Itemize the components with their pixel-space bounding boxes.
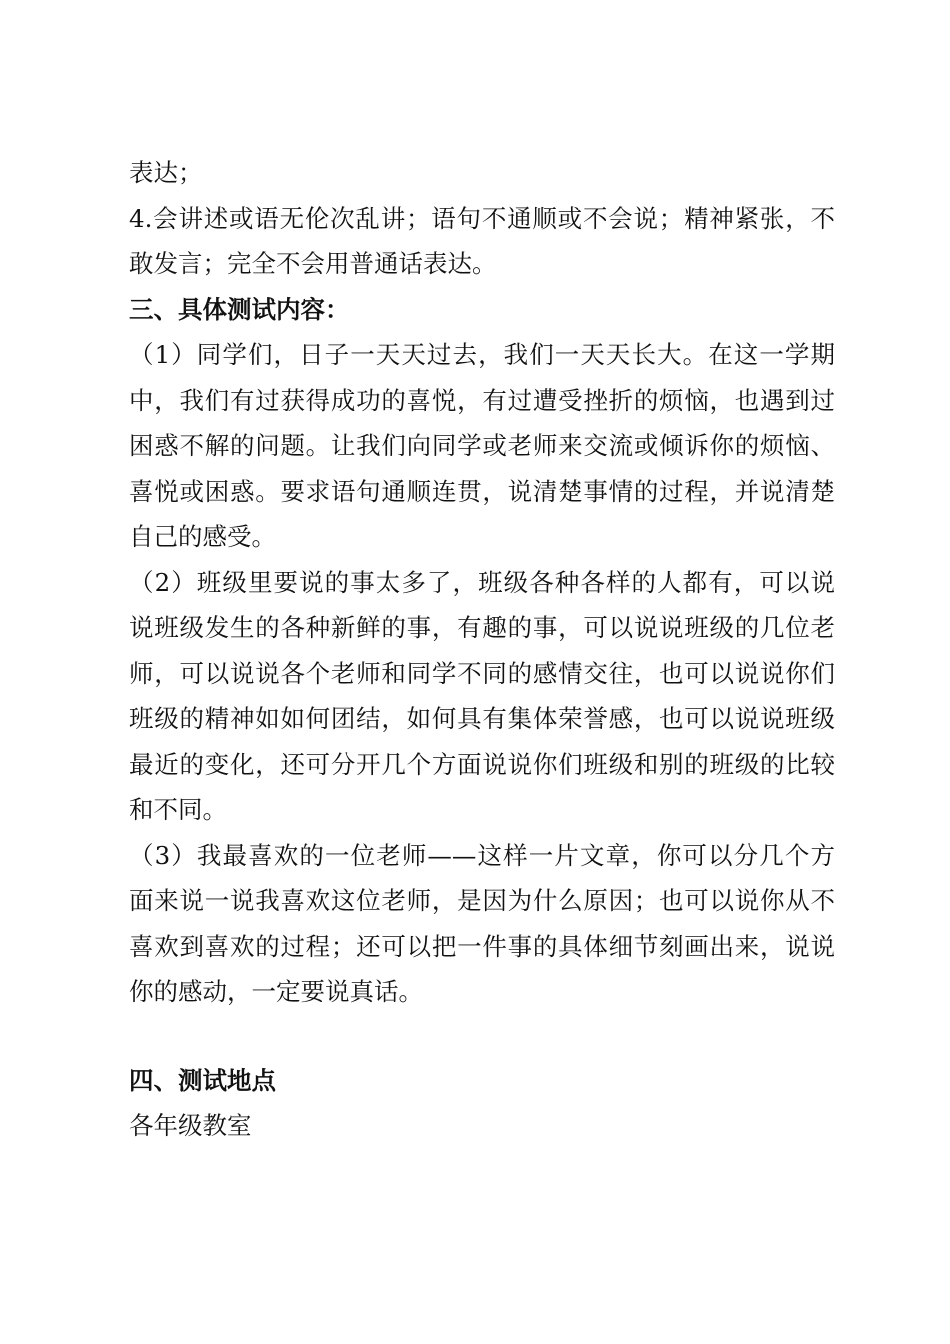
paragraph-line: （1）同学们，日子一天天过去，我们一天天长大。在这一学期 (129, 340, 835, 369)
paragraph-line: 和不同。 (129, 795, 227, 824)
test-item-2 (129, 560, 835, 833)
test-item-3 (129, 833, 835, 1015)
paragraph-line: 最近的变化，还可分开几个方面说说你们班级和别的班级的比较 (129, 749, 835, 779)
section-heading-test-location: 四、测试地点 (129, 1065, 276, 1095)
blank-line (129, 1015, 835, 1058)
paragraph-line: 表达； (129, 158, 203, 187)
paragraph-line: 喜悦或困惑。要求语句通顺连贯，说清楚事情的过程，并说清楚 (129, 476, 835, 506)
criteria-item-4 (129, 196, 835, 287)
paragraph-line: 中，我们有过获得成功的喜悦，有过遭受挫折的烦恼，也遇到过 (129, 385, 835, 415)
paragraph-line: 你的感动，一定要说真话。 (129, 977, 423, 1006)
paragraph-line: 困惑不解的问题。让我们向同学或老师来交流或倾诉你的烦恼、 (129, 431, 835, 460)
paragraph-line: （3）我最喜欢的一位老师——这样一片文章，你可以分几个方 (129, 840, 835, 870)
paragraph-line: 4.会讲述或语无伦次乱讲；语句不通顺或不会说；精神紧张，不 (129, 203, 835, 233)
section-heading-test-content: 三、具体测试内容： (129, 294, 350, 324)
paragraph-line: 师，可以说说各个老师和同学不同的感情交往，也可以说说你们 (129, 658, 835, 688)
paragraph-line: 自己的感受。 (129, 522, 276, 551)
document-page (129, 150, 835, 1149)
paragraph-line: 说班级发生的各种新鲜的事，有趣的事，可以说说班级的几位老 (129, 613, 835, 642)
test-item-1 (129, 332, 835, 560)
paragraph-line: 面来说一说我喜欢这位老师，是因为什么原因；也可以说你从不 (129, 886, 835, 915)
test-location-text: 各年级教室 (129, 1111, 252, 1140)
paragraph-line: 敢发言；完全不会用普通话表达。 (129, 249, 497, 278)
paragraph-line: 喜欢到喜欢的过程；还可以把一件事的具体细节刻画出来，说说 (129, 931, 835, 961)
paragraph-line: （2）班级里要说的事太多了，班级各种各样的人都有，可以说 (129, 567, 835, 597)
paragraph-line: 班级的精神如如何团结，如何具有集体荣誉感，也可以说说班级 (129, 704, 835, 733)
